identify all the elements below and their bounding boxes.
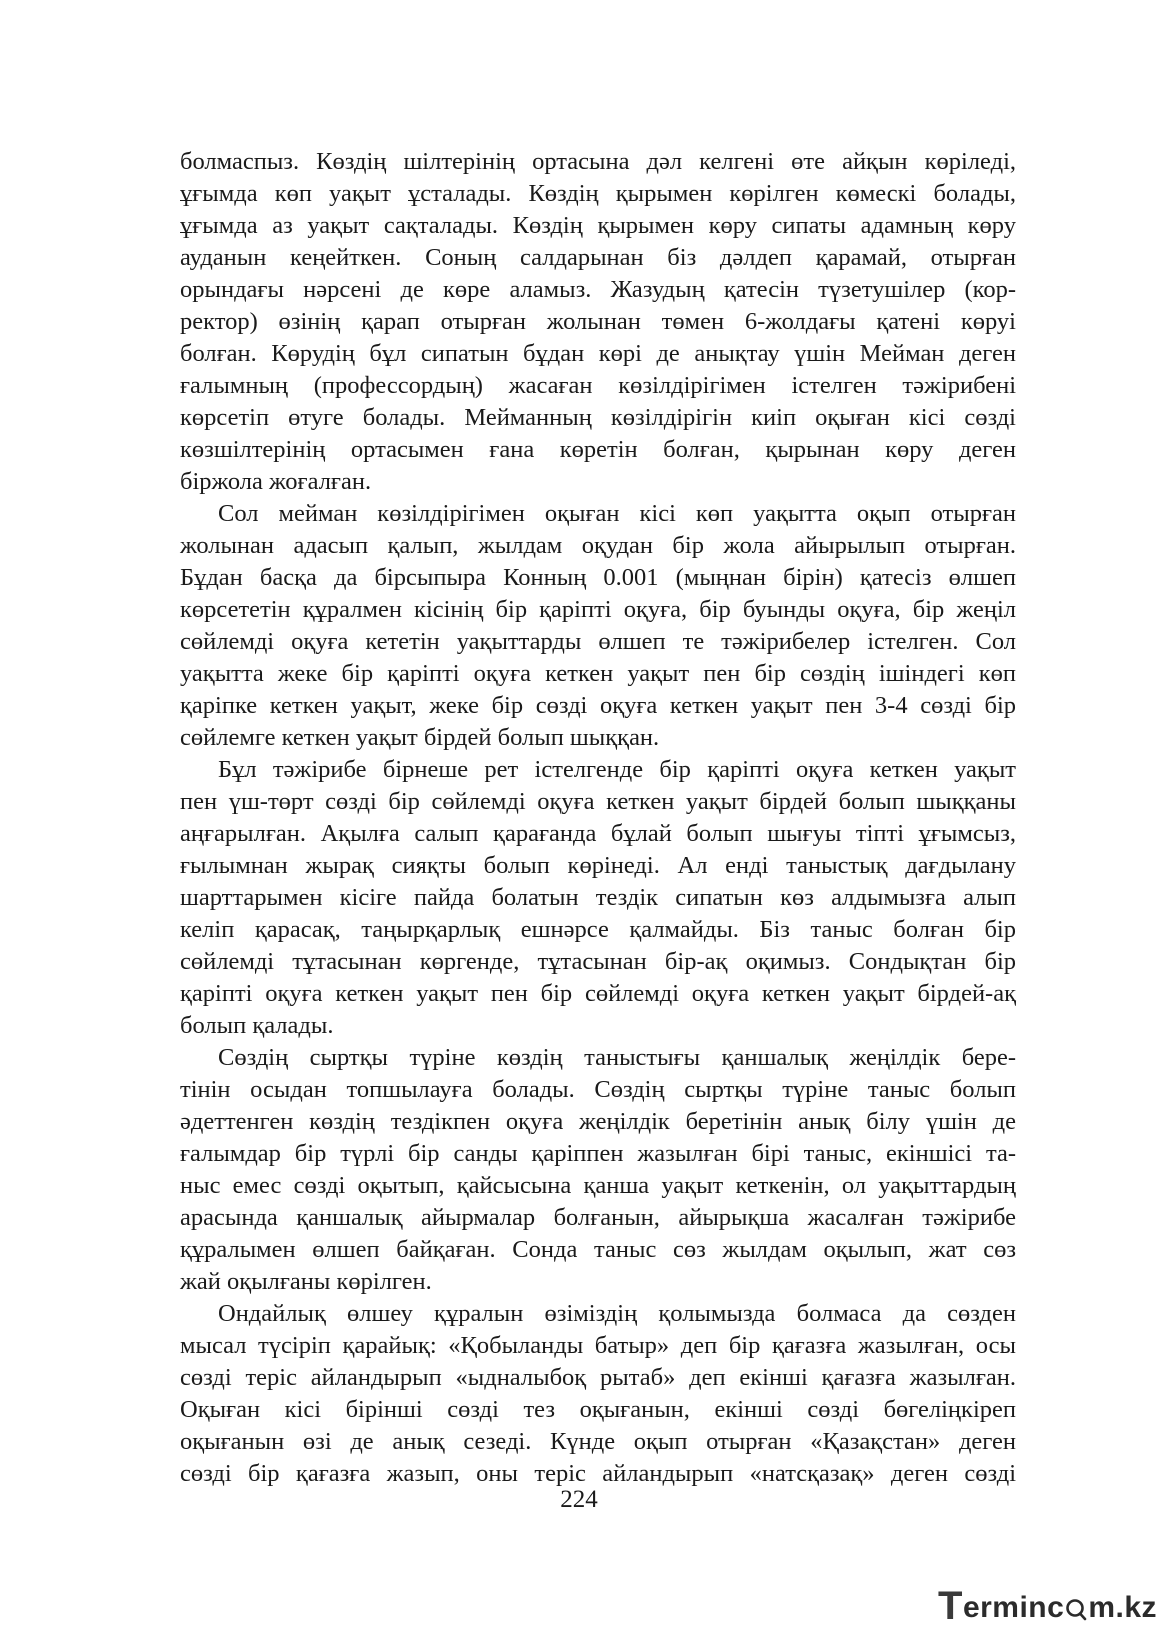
text-line: Бұл тәжірибе бірнеше рет істелгенде бір қаріпті оқуға кеткен уақыт	[218, 756, 1016, 783]
logo-text-middle: erminc	[962, 1591, 1065, 1624]
text-line: пен үш-төрт сөзді бір сөйлемді оқуға кеткен уақыт бірдей болып шыққаны	[180, 788, 1016, 815]
text-line: сөзді бір қағазға жазып, оны теріс айландырып «натсқазақ» деген сөзді	[180, 1460, 1016, 1487]
text-line: құралымен өлшеп байқаған. Сонда таныс сөз жылдам оқылып, жат сөз	[180, 1236, 1016, 1263]
text-line: болмаспыз. Көздің шілтерінің ортасына дәл келгені өте айқын көріледі,	[180, 148, 1016, 175]
paragraph	[180, 754, 1016, 1042]
logo-letter-t: T	[938, 1583, 963, 1628]
text-line: сөйлемге кеткен уақыт бірдей болып шыққан.	[180, 724, 660, 751]
text-line: ныс емес сөзді оқытып, қайсысына қанша уақыт кеткенін, ол уақыттардың	[180, 1172, 1016, 1199]
paragraph	[180, 1298, 1016, 1490]
text-line: ғалымның (профессордың) жасаған көзілдірігімен істелген тәжірибені	[180, 372, 1016, 399]
text-line: Сол мейман көзілдірігімен оқыған кісі көп уақытта оқып отырған	[218, 500, 1016, 527]
page-body	[180, 146, 1016, 1490]
text-line: сөзді теріс айландырып «ыдналыбоқ рытаб» деп екінші қағазға жазылған.	[180, 1364, 1016, 1391]
text-line: ұғымда көп уақыт ұсталады. Көздің қырымен көрілген көмескі болады,	[180, 180, 1016, 207]
page-number: 224	[560, 1486, 598, 1513]
text-line: оқығанын өзі де анық сезеді. Күнде оқып отырған «Қазақстан» деген	[180, 1428, 1016, 1455]
text-line: мысал түсіріп қарайық: «Қобыланды батыр» деп бір қағазға жазылған, осы	[180, 1332, 1016, 1359]
text-line: біржола жоғалған.	[180, 468, 372, 495]
text-line: сөйлемді тұтасынан көргенде, тұтасынан бір-ақ оқимыз. Сондықтан бір	[180, 948, 1016, 975]
text-line: келіп қарасақ, таңырқарлық ешнәрсе қалмайды. Біз таныс болған бір	[180, 916, 1016, 943]
logo-text-suffix: m.kz	[1088, 1591, 1158, 1624]
text-line: жолынан адасып қалып, жылдам оқудан бір жола айырылып отырған.	[180, 532, 1016, 559]
text-line: Сөздің сыртқы түріне көздің таныстығы қаншалық жеңілдік бере-	[218, 1044, 1016, 1071]
text-line: тінін осыдан топшылауға болады. Сөздің сыртқы түріне таныс болып	[180, 1076, 1016, 1103]
text-line: көрсететін құралмен кісінің бір қаріпті оқуға, бір буынды оқуға, бір жеңіл	[180, 596, 1016, 623]
text-line: шарттарымен кісіге пайда болатын тездік сипатын көз алдымызға алып	[180, 884, 1016, 911]
text-line: қаріпті оқуға кеткен уақыт пен бір сөйлемді оқуға кеткен уақыт бірдей-ақ	[180, 980, 1016, 1007]
text-line: аңғарылған. Ақылға салып қарағанда бұлай болып шығуы тіпті ұғымсыз,	[180, 820, 1016, 847]
text-line: болған. Көрудің бұл сипатын бұдан көрі де анықтау үшін Мейман деген	[180, 340, 1016, 367]
text-line: көзшілтерінің ортасымен ғана көретін болған, қырынан көру деген	[180, 436, 1016, 463]
paragraph	[180, 1042, 1016, 1298]
text-line: уақытта жеке бір қаріпті оқуға кеткен уақыт пен бір сөздің ішіндегі көп	[180, 660, 1016, 687]
text-line: ректор) өзінің қарап отырған жолынан төмен 6-жолдағы қатені көруі	[180, 308, 1016, 335]
text-line: Оқыған кісі бірінші сөзді тез оқығанын, екінші сөзді бөгеліңкіреп	[180, 1396, 1016, 1423]
magnifier-icon	[1065, 1597, 1087, 1619]
text-line: ауданын кеңейткен. Соның салдарынан біз дәлдеп қарамай, отырған	[180, 244, 1016, 271]
paragraph	[180, 146, 1016, 498]
text-line: арасында қаншалық айырмалар болғанын, айырықша жасалған тәжірибе	[180, 1204, 1016, 1231]
termincom-logo	[938, 1583, 1158, 1628]
text-line: көрсетіп өтуге болады. Мейманның көзілдірігін киіп оқыған кісі сөзді	[180, 404, 1016, 431]
text-line: болып қалады.	[180, 1012, 334, 1039]
text-line: Бұдан басқа да бірсыпыра Конның 0.001 (мыңнан бірін) қатесіз өлшеп	[180, 564, 1016, 591]
paragraph	[180, 498, 1016, 754]
text-line: Ондайлық өлшеу құралын өзіміздің қолымызда болмаса да сөзден	[218, 1300, 1016, 1327]
text-line: қаріпке кеткен уақыт, жеке бір сөзді оқуға кеткен уақыт пен 3-4 сөзді бір	[180, 692, 1016, 719]
text-line: сөйлемді оқуға кететін уақыттарды өлшеп те тәжірибелер істелген. Сол	[180, 628, 1016, 655]
text-line: ұғымда аз уақыт сақталады. Көздің қырымен көру сипаты адамның көру	[180, 212, 1016, 239]
text-line: ғылымнан жырақ сияқты болып көрінеді. Ал енді таныстық дағдылану	[180, 852, 1016, 879]
text-line: жай оқылғаны көрілген.	[180, 1268, 432, 1295]
text-line: орындағы нәрсені де көре аламыз. Жазудың қатесін түзетушілер (кор-	[180, 276, 1016, 303]
text-line: әдеттенген көздің тездікпен оқуға жеңілдік беретінін анық білу үшін де	[180, 1108, 1016, 1135]
text-line: ғалымдар бір түрлі бір санды қаріппен жазылған бірі таныс, екіншісі та-	[180, 1140, 1016, 1167]
